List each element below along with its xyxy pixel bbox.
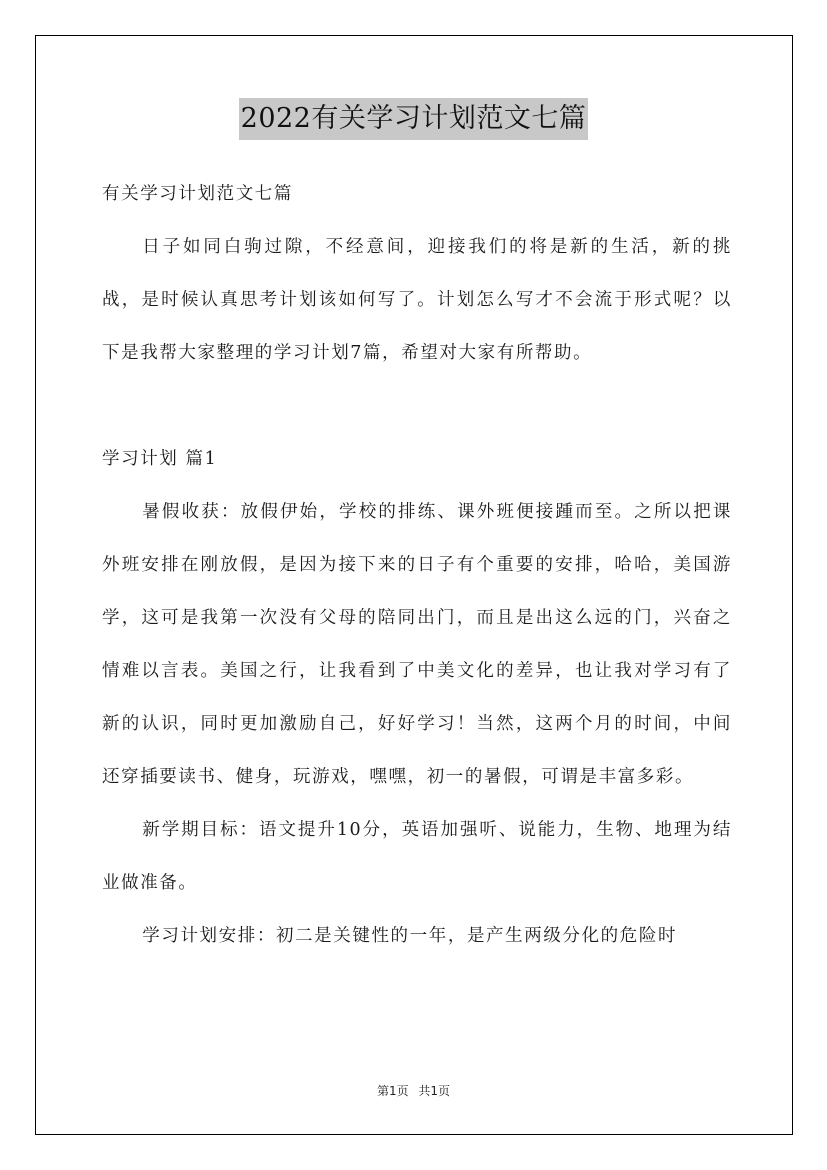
document-subtitle: 有关学习计划范文七篇 (102, 184, 293, 204)
section-gap (102, 380, 732, 433)
document-body (102, 168, 732, 963)
page-number: 第1页 (376, 1084, 409, 1098)
title-container (0, 98, 827, 140)
document-title: 2022有关学习计划范文七篇 (239, 98, 589, 140)
section-heading: 学习计划 篇1 (102, 449, 218, 469)
page-total: 共1页 (418, 1084, 451, 1098)
body-paragraph: 暑假收获：放假伊始，学校的排练、课外班便接踵而至。之所以把课外班安排在刚放假，是因为接下来的日子有个重要的安排，哈哈，美国游学，这可是我第一次没有父母的陪同出门，而且是出这么远的门，兴奋之情难以言表。美国之行，让我看到了中美文化的差异，也让我对学习有了新的认识，同时更加激励自己，好好学习！当然，这两个月的时间，中间还穿插要读书、健身，玩游戏，嘿嘿，初一的暑假，可谓是丰富多彩。 (102, 502, 732, 787)
intro-paragraph: 日子如同白驹过隙，不经意间，迎接我们的将是新的生活，新的挑战，是时候认真思考计划该如何写了。计划怎么写才不会流于形式呢？以下是我帮大家整理的学习计划7篇，希望对大家有所帮助。 (102, 237, 732, 363)
body-paragraph: 新学期目标：语文提升10分，英语加强听、说能力，生物、地理为结业做准备。 (102, 820, 732, 893)
page-footer (0, 1082, 827, 1099)
body-paragraph: 学习计划安排：初二是关键性的一年，是产生两级分化的危险时 (142, 926, 678, 946)
